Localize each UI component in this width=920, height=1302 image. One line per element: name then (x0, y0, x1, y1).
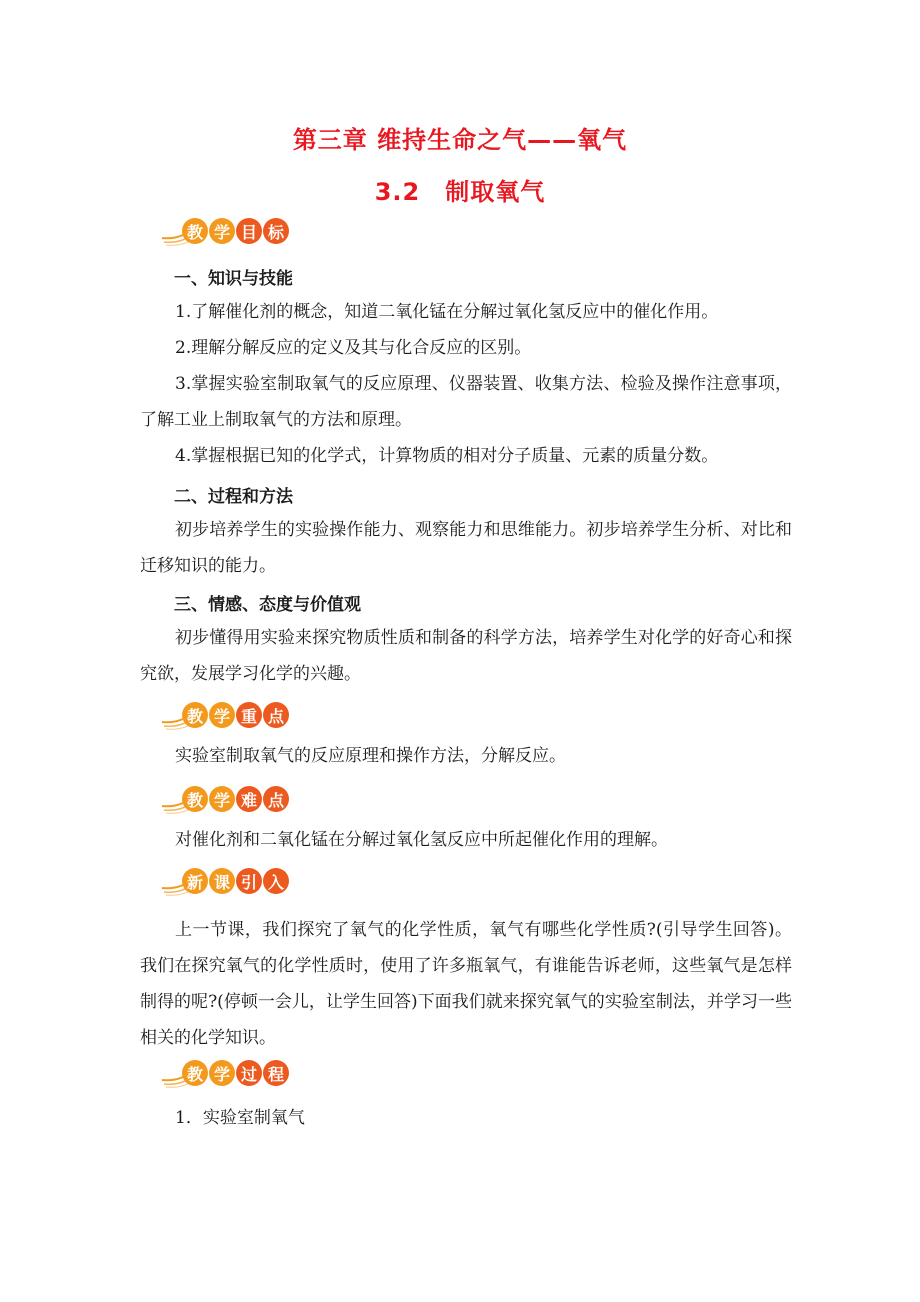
badge-char: 课 (209, 868, 235, 894)
badge-char: 学 (209, 1060, 235, 1086)
objective-paragraph: 1.了解催化剂的概念，知道二氧化锰在分解过氧化氢反应中的催化作用。 (175, 302, 719, 322)
badge-char: 程 (263, 1060, 289, 1086)
objective-paragraph: 3.掌握实验室制取氧气的反应原理、仪器装置、收集方法、检验及操作注意事项，了解工业上制取氧气的方法和原理。 (140, 374, 792, 430)
badge-char: 入 (263, 868, 289, 894)
badge-char: 过 (236, 1060, 262, 1086)
badge-char: 重 (236, 702, 262, 728)
badge-char: 学 (209, 702, 235, 728)
objective-paragraph: 2.理解分解反应的定义及其与化合反应的区别。 (175, 338, 532, 358)
process-item: 1．实验室制氧气 (175, 1108, 305, 1128)
badge-char: 教 (182, 1060, 208, 1086)
badge-char: 学 (209, 786, 235, 812)
badge-char: 教 (182, 702, 208, 728)
badge-char: 教 (182, 218, 208, 244)
objectives-heading-2: 二、过程和方法 (174, 487, 293, 507)
key-points-text: 实验室制取氧气的反应原理和操作方法，分解反应。 (175, 746, 566, 766)
section-title: 3.2 制取氧气 (374, 178, 546, 206)
chapter-title: 第三章 维持生命之气——氧气 (292, 126, 628, 154)
badge-char: 新 (182, 868, 208, 894)
badge-char: 点 (263, 786, 289, 812)
badge-char: 教 (182, 786, 208, 812)
badge-char: 学 (209, 218, 235, 244)
objectives-heading-1: 一、知识与技能 (174, 269, 293, 289)
badge-char: 标 (263, 218, 289, 244)
intro-text: 上一节课，我们探究了氧气的化学性质，氧气有哪些化学性质?(引导学生回答)。我们在探究氧气的化学性质时，使用了许多瓶氧气，有谁能告诉老师，这些氧气是怎样制得的呢?(停顿一会儿，让学生回答)下面我们就来探究氧气的实验室制法，并学习一些相关的化学知识。 (140, 920, 792, 1048)
badge-char: 点 (263, 702, 289, 728)
difficulties-text: 对催化剂和二氧化锰在分解过氧化氢反应中所起催化作用的理解。 (175, 830, 668, 850)
badge-char: 难 (236, 786, 262, 812)
objectives-heading-3: 三、情感、态度与价值观 (174, 595, 361, 615)
badge-char: 引 (236, 868, 262, 894)
objective-paragraph: 初步培养学生的实验操作能力、观察能力和思维能力。初步培养学生分析、对比和迁移知识的能力。 (140, 520, 792, 576)
badge-char: 目 (236, 218, 262, 244)
objective-paragraph: 初步懂得用实验来探究物质性质和制备的科学方法，培养学生对化学的好奇心和探究欲，发展学习化学的兴趣。 (140, 628, 792, 684)
objective-paragraph: 4.掌握根据已知的化学式，计算物质的相对分子质量、元素的质量分数。 (175, 446, 719, 466)
